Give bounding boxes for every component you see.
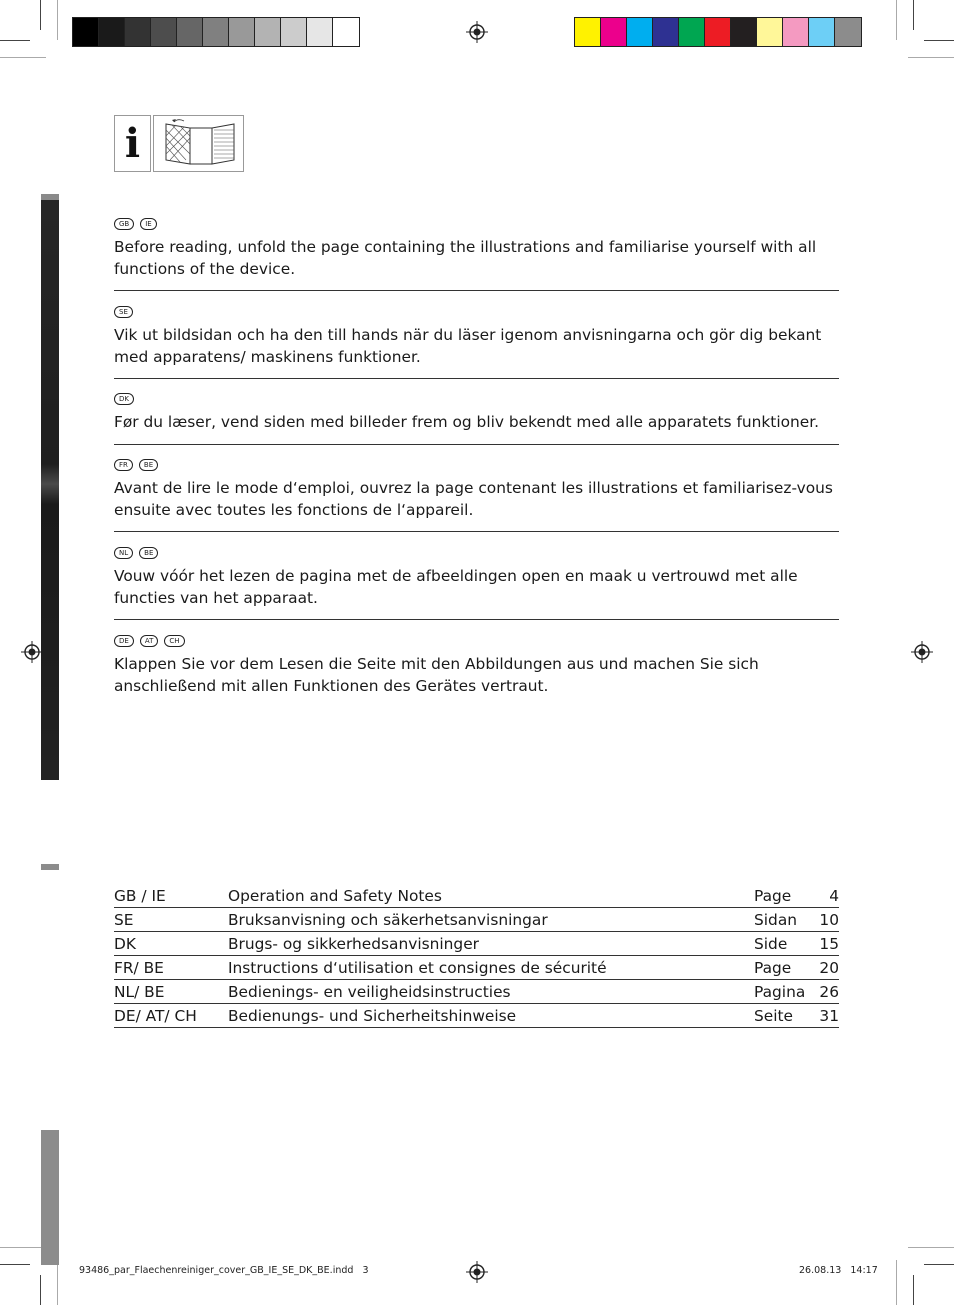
fold-out-page-icon: [153, 115, 244, 172]
section-text: Før du læser, vend siden med billeder frem og bliv bekendt med alle apparatets funktioner.: [114, 413, 820, 431]
footer-file-name: 93486_par_Flaechenreiniger_cover_GB_IE_SE_DK_BE.indd 3: [79, 1265, 369, 1276]
color-swatch: [731, 18, 757, 46]
section-fr-be: [114, 459, 839, 521]
divider: [114, 619, 839, 620]
color-swatch: [229, 18, 255, 46]
color-swatch: [333, 18, 359, 46]
crop-mark: [913, 1275, 914, 1305]
toc-row[interactable]: [114, 884, 839, 908]
toc-language: SE: [114, 910, 134, 929]
registration-mark-icon: [466, 21, 488, 43]
language-badges: [114, 547, 839, 559]
divider: [114, 531, 839, 532]
language-badge: CH: [164, 635, 184, 647]
language-badge: AT: [140, 635, 159, 647]
section-text: Before reading, unfold the page containing the illustrations and familiarise yourself with all functions of the device.: [114, 238, 817, 278]
toc-language: GB / IE: [114, 886, 166, 905]
section-gb-ie: [114, 218, 839, 280]
crop-mark: [0, 40, 30, 41]
language-badge: NL: [114, 547, 133, 559]
language-badges: [114, 218, 839, 230]
section-dk: [114, 393, 839, 433]
color-swatch: [203, 18, 229, 46]
section-text: Vik ut bildsidan och ha den till hands när du läser igenom anvisningarna och gör dig bekant med apparatens/ maskinens funktioner.: [114, 326, 822, 366]
color-swatch: [679, 18, 705, 46]
color-swatch: [705, 18, 731, 46]
divider: [114, 290, 839, 291]
language-badge: GB: [114, 218, 134, 230]
crop-mark: [908, 57, 954, 58]
language-badges: [114, 635, 839, 647]
section-text: Avant de lire le mode d‘emploi, ouvrez la page contenant les illustrations et familiarisez-vous ensuite avec toutes les fonctions de l‘appareil.: [114, 479, 833, 519]
toc-title: Instructions d‘utilisation et consignes de sécurité: [228, 958, 607, 977]
color-swatch: [177, 18, 203, 46]
toc-title: Brugs- og sikkerhedsanvisninger: [228, 934, 479, 953]
section-text: Klappen Sie vor dem Lesen die Seite mit den Abbildungen aus und machen Sie sich anschließend mit allen Funktionen des Gerätes vertraut.: [114, 655, 759, 695]
toc-title: Bedienungs- und Sicherheitshinweise: [228, 1006, 517, 1025]
toc-row[interactable]: [114, 908, 839, 932]
color-swatch: [575, 18, 601, 46]
toc-page-label: Seite: [754, 1006, 794, 1025]
divider: [114, 444, 839, 445]
info-box: [114, 115, 244, 172]
section-se: [114, 306, 839, 368]
toc-language: DE/ AT/ CH: [114, 1006, 197, 1025]
divider: [114, 378, 839, 379]
color-swatch: [601, 18, 627, 46]
toc-page-number: 26: [819, 982, 839, 1001]
color-swatch: [255, 18, 281, 46]
section-nl-be: [114, 547, 839, 609]
crop-mark: [40, 1275, 41, 1305]
registration-mark-icon: [911, 641, 933, 663]
color-swatch: [307, 18, 333, 46]
language-badges: [114, 306, 839, 318]
section-de-at-ch: [114, 635, 839, 697]
color-swatch: [653, 18, 679, 46]
toc-row[interactable]: [114, 956, 839, 980]
language-badge: BE: [139, 459, 158, 471]
language-badge: SE: [114, 306, 133, 318]
toc-page-label: Pagina: [754, 982, 806, 1001]
crop-mark: [0, 1247, 46, 1248]
crop-mark: [0, 57, 46, 58]
section-text: Vouw vóór het lezen de pagina met de afbeeldingen open en maak u vertrouwd met alle functies van het apparaat.: [114, 567, 798, 607]
side-bar-light: [41, 1130, 59, 1265]
language-badge: BE: [139, 547, 158, 559]
info-icon: i: [114, 115, 151, 172]
language-badge: DE: [114, 635, 134, 647]
language-badges: [114, 393, 839, 405]
toc-language: FR/ BE: [114, 958, 164, 977]
color-swatch: [281, 18, 307, 46]
color-swatch: [125, 18, 151, 46]
color-swatch: [73, 18, 99, 46]
color-swatch: [809, 18, 835, 46]
registration-mark-icon: [21, 641, 43, 663]
footer-datetime: 26.08.13 14:17: [799, 1265, 878, 1276]
crop-mark: [57, 0, 58, 40]
crop-mark: [913, 0, 914, 30]
language-badge: FR: [114, 459, 133, 471]
color-swatch: [99, 18, 125, 46]
toc-page-label: Page: [754, 958, 792, 977]
color-swatch: [151, 18, 177, 46]
toc-page-label: Side: [754, 934, 788, 953]
process-color-bar: [574, 17, 862, 47]
toc-title: Operation and Safety Notes: [228, 886, 442, 905]
crop-mark: [924, 1264, 954, 1265]
crop-mark: [924, 40, 954, 41]
registration-mark-icon: [466, 1261, 488, 1283]
color-swatch: [783, 18, 809, 46]
crop-mark: [57, 1260, 58, 1305]
color-swatch: [835, 18, 861, 46]
crop-mark: [896, 1260, 897, 1305]
language-badges: [114, 459, 839, 471]
toc-title: Bruksanvisning och säkerhetsanvisningar: [228, 910, 548, 929]
toc-row[interactable]: [114, 1004, 839, 1028]
toc-language: NL/ BE: [114, 982, 165, 1001]
toc-row[interactable]: [114, 980, 839, 1004]
toc-page-label: Page: [754, 886, 792, 905]
toc-page-number: 15: [819, 934, 839, 953]
toc-page-number: 20: [819, 958, 839, 977]
side-bar-tab: [41, 864, 59, 870]
toc-page-number: 10: [819, 910, 839, 929]
toc-language: DK: [114, 934, 136, 953]
toc-row[interactable]: [114, 932, 839, 956]
toc-page-label: Sidan: [754, 910, 798, 929]
grayscale-color-bar: [72, 17, 360, 47]
crop-mark: [40, 0, 41, 30]
side-bar-dark: [41, 194, 59, 780]
language-badge: DK: [114, 393, 134, 405]
crop-mark: [0, 1264, 30, 1265]
language-badge: IE: [140, 218, 157, 230]
toc-page-number: 31: [819, 1006, 839, 1025]
color-swatch: [757, 18, 783, 46]
color-swatch: [627, 18, 653, 46]
toc-title: Bedienings- en veiligheidsinstructies: [228, 982, 511, 1001]
table-of-contents: [114, 884, 839, 1028]
crop-mark: [896, 0, 897, 40]
toc-page-number: 4: [829, 886, 839, 905]
crop-mark: [908, 1247, 954, 1248]
